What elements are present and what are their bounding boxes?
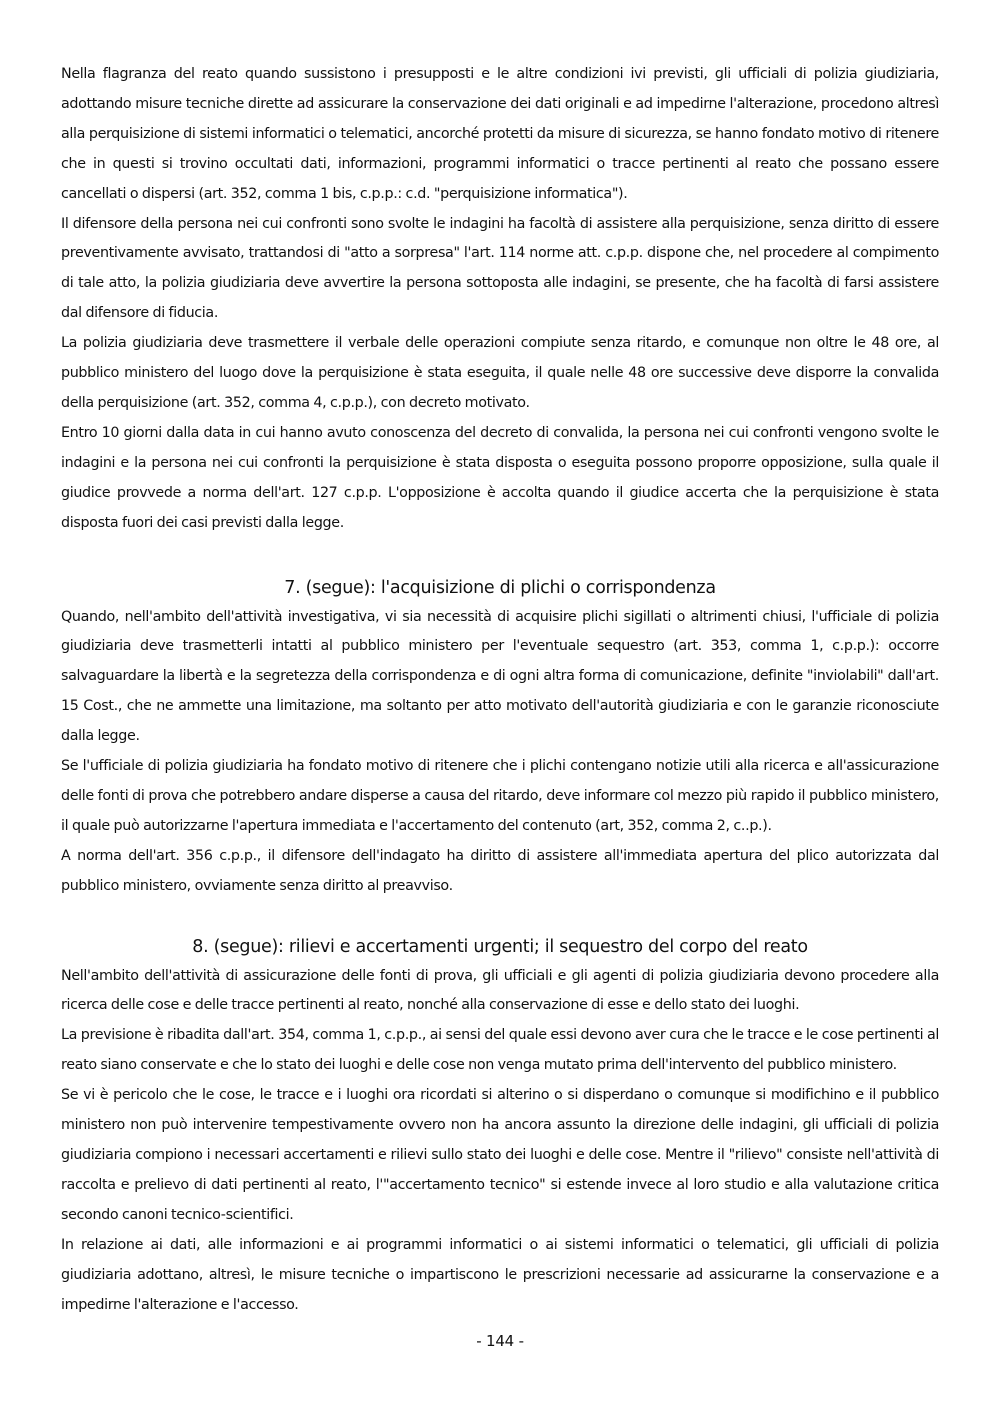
section-8-title: 8. (segue): rilievi e accertamenti urgenti; il sequestro del corpo del reato xyxy=(192,936,808,957)
page-number: - 144 - xyxy=(476,1332,524,1350)
paragraph-informatic-search: Nella flagranza del reato quando sussistono i presupposti e le altre condizioni ivi previsti, gli ufficiali di polizia giudiziaria, adottando misure tecniche dirette ad assicurare la conservazione dei dati originali e ad impedirne l'alterazione, procedono altresì alla perquisizione di sistemi informatici o telematici, ancorché protetti da misure di sicurezza, se hanno fondato motivo di ritenere che in questi si trovino occultati dati, informazioni, programmi informatici o tracce pertinenti al reato che possano essere cancellati o dispersi (art. 352, comma 1 bis, c.p.p.: c.d. "perquisizione informatica"). xyxy=(61,66,939,202)
section-7-title: 7. (segue): l'acquisizione di plichi o corrispondenza xyxy=(284,577,716,598)
section-7-paragraph: Se l'ufficiale di polizia giudiziaria ha fondato motivo di ritenere che i plichi contengano notizie utili alla ricerca e all'assicurazione delle fonti di prova che potrebbero andare disperse a causa del ritardo, deve informare col mezzo più rapido il pubblico ministero, il quale può autorizzarne l'apertura immediata e l'accertamento del contenuto (art, 352, comma 2, c..p.). xyxy=(61,758,939,834)
section-7-paragraph: A norma dell'art. 356 c.p.p., il difensore dell'indagato ha diritto di assistere all'immediata apertura del plico autorizzata dal pubblico ministero, ovviamente senza diritto al preavviso. xyxy=(61,847,939,894)
paragraph-report-transmission: La polizia giudiziaria deve trasmettere il verbale delle operazioni compiute senza ritardo, e comunque non oltre le 48 ore, al pubblico ministero del luogo dove la perquisizione è stata eseguita, il quale nelle 48 ore successive deve disporre la convalida della perquisizione (art. 352, comma 4, c.p.p.), con decreto motivato. xyxy=(61,335,939,411)
section-7-paragraph: Quando, nell'ambito dell'attività investigativa, vi sia necessità di acquisire plichi sigillati o altrimenti chiusi, l'ufficiale di polizia giudiziaria deve trasmetterli intatti al pubblico ministero per l'eventuale sequestro (art. 353, comma 1, c.p.p.): occorre salvaguardare la libertà e la segretezza della corrispondenza e di ogni altra forma di comunicazione, definite "inviolabili" dall'art. 15 Cost., che ne ammette una limitazione, ma soltanto per atto motivato dell'autorità giudiziaria e con le garanzie riconosciute dalla legge. xyxy=(61,608,939,745)
section-8-paragraph: La previsione è ribadita dall'art. 354, comma 1, c.p.p., ai sensi del quale essi devono aver cura che le tracce e le cose pertinenti al reato siano conservate e che lo stato dei luoghi e delle cose non venga mutato prima dell'intervento del pubblico ministero. xyxy=(61,1027,939,1074)
section-8-paragraph: Se vi è pericolo che le cose, le tracce e i luoghi ora ricordati si alterino o si disperdano o comunque si modifichino e il pubblico ministero non può intervenire tempestivamente ovvero non ha ancora assunto la direzione delle indagini, gli ufficiali di polizia giudiziaria compiono i necessari accertamenti e rilievi sullo stato dei luoghi e delle cose. Mentre il "rilievo" consiste nell'attività di raccolta e prelievo di dati pertinenti al reato, l'"accertamento tecnico" si estende invece al loro studio e alla valutazione critica secondo canoni tecnico-scientifici. xyxy=(61,1087,939,1223)
paragraph-opposition: Entro 10 giorni dalla data in cui hanno avuto conoscenza del decreto di convalida, la persona nei cui confronti vengono svolte le indagini e la persona nei cui confronti la perquisizione è stata disposta o eseguita possono proporre opposizione, sulla quale il giudice provvede a norma dell'art. 127 c.p.p. L'opposizione è accolta quando il giudice accerta che la perquisizione è stata disposta fuori dei casi previsti dalla legge. xyxy=(61,424,939,531)
document-page xyxy=(61,60,939,1320)
paragraph-defender-rights: Il difensore della persona nei cui confronti sono svolte le indagini ha facoltà di assistere alla perquisizione, senza diritto di essere preventivamente avvisato, trattandosi di "atto a sorpresa" l'art. 114 norme att. c.p.p. dispone che, nel procedere al compimento di tale atto, la polizia giudiziaria deve avvertire la persona sottoposta alle indagini, se presente, che ha facoltà di farsi assistere dal difensore di fiducia. xyxy=(61,215,939,322)
section-8-paragraph: Nell'ambito dell'attività di assicurazione delle fonti di prova, gli ufficiali e gli agenti di polizia giudiziaria devono procedere alla ricerca delle cose e delle tracce pertinenti al reato, nonché alla conservazione di esse e dello stato dei luoghi. xyxy=(61,967,939,1014)
section-8-paragraph: In relazione ai dati, alle informazioni e ai programmi informatici o ai sistemi informatici o telematici, gli ufficiali di polizia giudiziaria adottano, altresì, le misure tecniche o impartiscono le prescrizioni necessarie ad assicurarne la conservazione e a impedirne l'alterazione e l'accesso. xyxy=(61,1236,939,1313)
